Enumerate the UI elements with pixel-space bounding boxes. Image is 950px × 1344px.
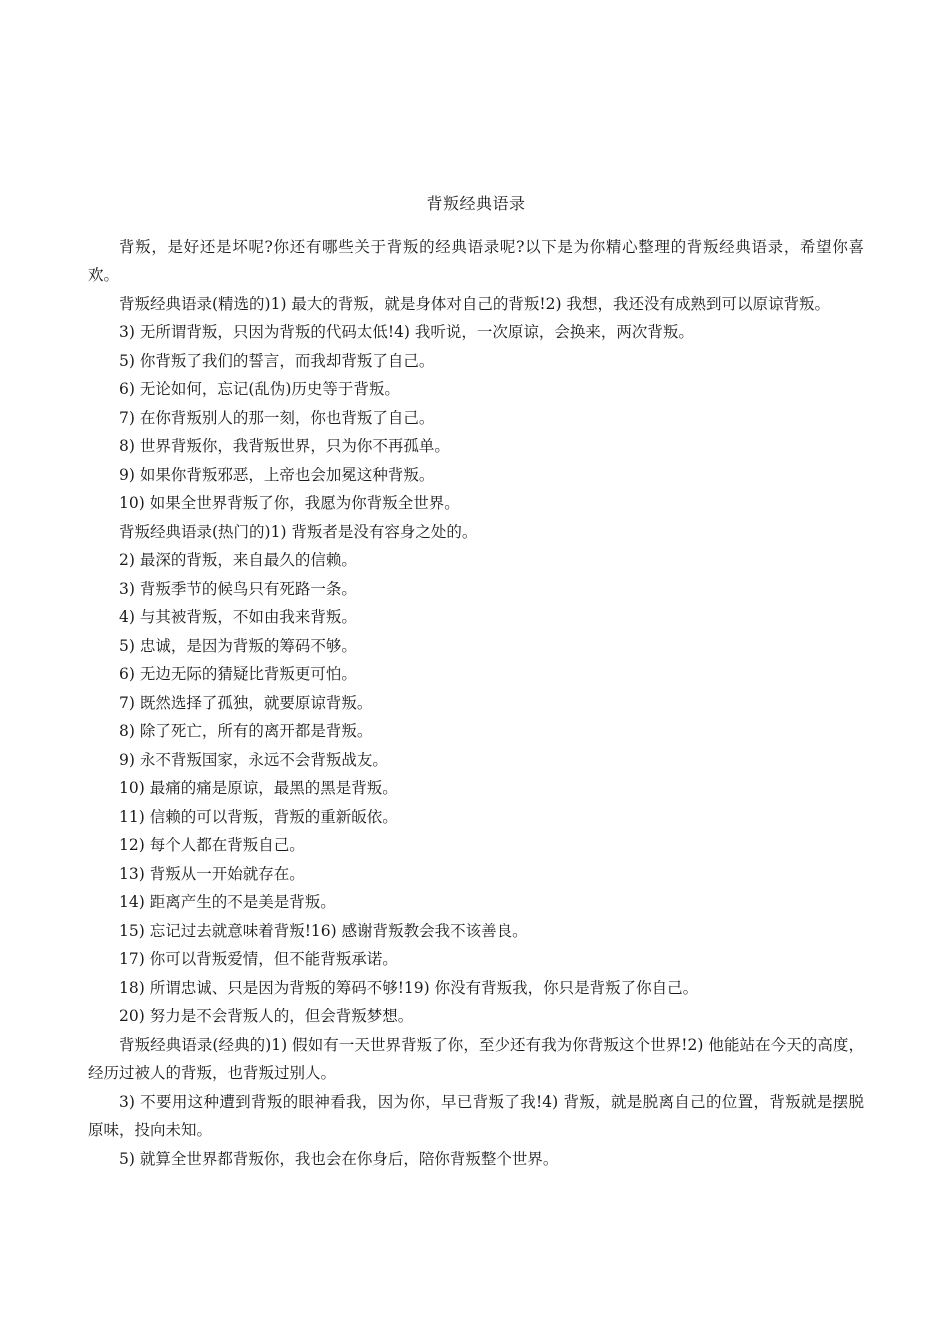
paragraph: 背叛经典语录(热门的)1) 背叛者是没有容身之处的。: [119, 522, 478, 541]
paragraph: 9) 永不背叛国家，永远不会背叛战友。: [119, 750, 388, 769]
paragraph: 8) 除了死亡，所有的离开都是背叛。: [119, 722, 373, 740]
paragraph: 背叛，是好还是坏呢?你还有哪些关于背叛的经典语录呢?以下是为你精心整理的背叛经典语录，希望你喜欢。: [88, 237, 864, 284]
paragraph: 5) 就算全世界都背叛你，我也会在你身后，陪你背叛整个世界。: [119, 1149, 559, 1168]
paragraph: 7) 在你背叛别人的那一刻，你也背叛了自己。: [119, 408, 435, 427]
paragraph: 18) 所谓忠诚、只是因为背叛的筹码不够!19) 你没有背叛我，你只是背叛了你自己。: [119, 978, 699, 997]
paragraph: 10) 如果全世界背叛了你，我愿为你背叛全世界。: [119, 494, 460, 512]
paragraph: 6) 无边无际的猜疑比背叛更可怕。: [119, 665, 357, 683]
paragraph: 9) 如果你背叛邪恶，上帝也会加冕这种背叛。: [119, 465, 435, 484]
paragraph: 6) 无论如何，忘记(乱伪)历史等于背叛。: [119, 380, 400, 398]
paragraph: 5) 忠诚，是因为背叛的筹码不够。: [119, 636, 357, 655]
document-body: [88, 190, 864, 1173]
paragraph: 3) 背叛季节的候鸟只有死路一条。: [119, 579, 357, 598]
paragraph: 11) 信赖的可以背叛，背叛的重新皈依。: [119, 807, 398, 826]
paragraph: 背叛经典语录(经典的)1) 假如有一天世界背叛了你，至少还有我为你背叛这个世界!2) 他能站在今天的高度，经历过被人的背叛，也背叛过别人。: [88, 1035, 864, 1082]
paragraph: 7) 既然选择了孤独，就要原谅背叛。: [119, 693, 373, 712]
document-title: 背叛经典语录: [426, 194, 526, 213]
paragraph: 12) 每个人都在背叛自己。: [119, 836, 305, 854]
paragraph: 3) 不要用这种遭到背叛的眼神看我，因为你，早已背叛了我!4) 背叛，就是脱离自己的位置，背叛就是摆脱原味，投向未知。: [88, 1092, 864, 1139]
paragraph: 15) 忘记过去就意味着背叛!16) 感谢背叛教会我不该善良。: [119, 921, 528, 940]
paragraph: 2) 最深的背叛，来自最久的信赖。: [119, 551, 357, 569]
paragraph-list: [88, 233, 864, 1174]
paragraph: 3) 无所谓背叛，只因为背叛的代码太低!4) 我听说，一次原谅，会换来，两次背叛。: [119, 323, 694, 341]
paragraph: 8) 世界背叛你，我背叛世界，只为你不再孤单。: [119, 437, 450, 455]
paragraph: 背叛经典语录(精选的)1) 最大的背叛，就是身体对自己的背叛!2) 我想，我还没有成熟到可以原谅背叛。: [119, 294, 830, 313]
paragraph: 14) 距离产生的不是美是背叛。: [119, 893, 336, 911]
paragraph: 10) 最痛的痛是原谅，最黑的黑是背叛。: [119, 779, 398, 797]
paragraph: 13) 背叛从一开始就存在。: [119, 864, 305, 883]
paragraph: 20) 努力是不会背叛人的，但会背叛梦想。: [119, 1007, 414, 1025]
paragraph: 4) 与其被背叛，不如由我来背叛。: [119, 608, 357, 626]
paragraph: 5) 你背叛了我们的誓言，而我却背叛了自己。: [119, 351, 435, 370]
paragraph: 17) 你可以背叛爱情，但不能背叛承诺。: [119, 950, 398, 968]
